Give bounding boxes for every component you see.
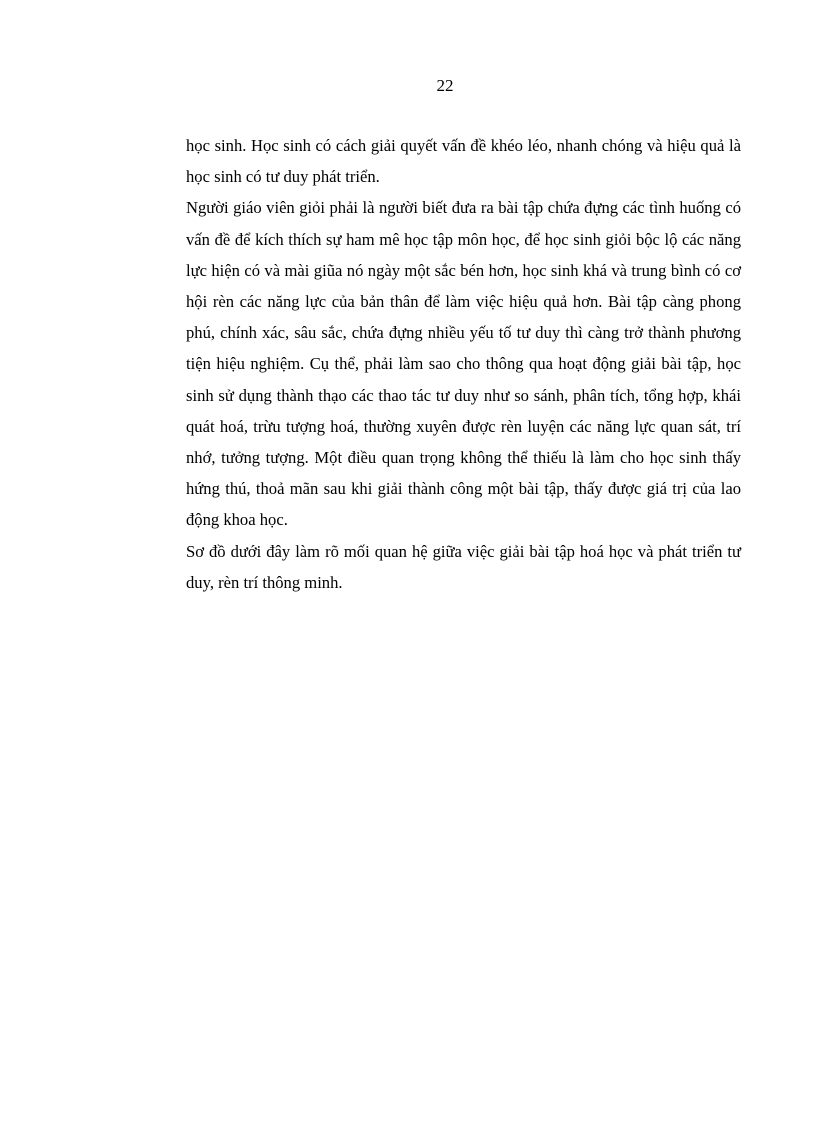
- paragraph: học sinh. Học sinh có cách giải quyết vấn đề khéo léo, nhanh chóng và hiệu quả là học sinh có tư duy phát triển.: [186, 136, 741, 187]
- paragraph: Sơ đồ dưới đây làm rõ mối quan hệ giữa việc giải bài tập hoá học và phát triển tư duy, rèn trí thông minh.: [186, 541, 741, 592]
- paragraph: Người giáo viên giỏi phải là người biết đưa ra bài tập chứa đựng các tình huống có vấn đề để kích thích sự ham mê học tập môn học, để học sinh giỏi bộc lộ các năng lực hiện có và mài giũa nó ngày một sắc bén hơn, học sinh khá và trung bình có cơ hội rèn các năng lực của bản thân để làm việc hiệu quả hơn. Bài tập càng phong phú, chính xác, sâu sắc, chứa đựng nhiều yếu tố tư duy thì càng trở thành phương tiện hiệu nghiệm. Cụ thể, phải làm sao cho thông qua hoạt động giải bài tập, học sinh sử dụng thành thạo các thao tác tư duy như so sánh, phân tích, tổng hợp, khái quát hoá, trừu tượng hoá, thường xuyên được rèn luyện các năng lực quan sát, trí nhớ, tưởng tượng. Một điều quan trọng không thể thiếu là làm cho học sinh thấy hứng thú, thoả mãn sau khi giải thành công một bài tập, thấy được giá trị của lao động khoa học.: [186, 198, 741, 530]
- body-text: [186, 130, 741, 598]
- page-number: 22: [436, 76, 454, 95]
